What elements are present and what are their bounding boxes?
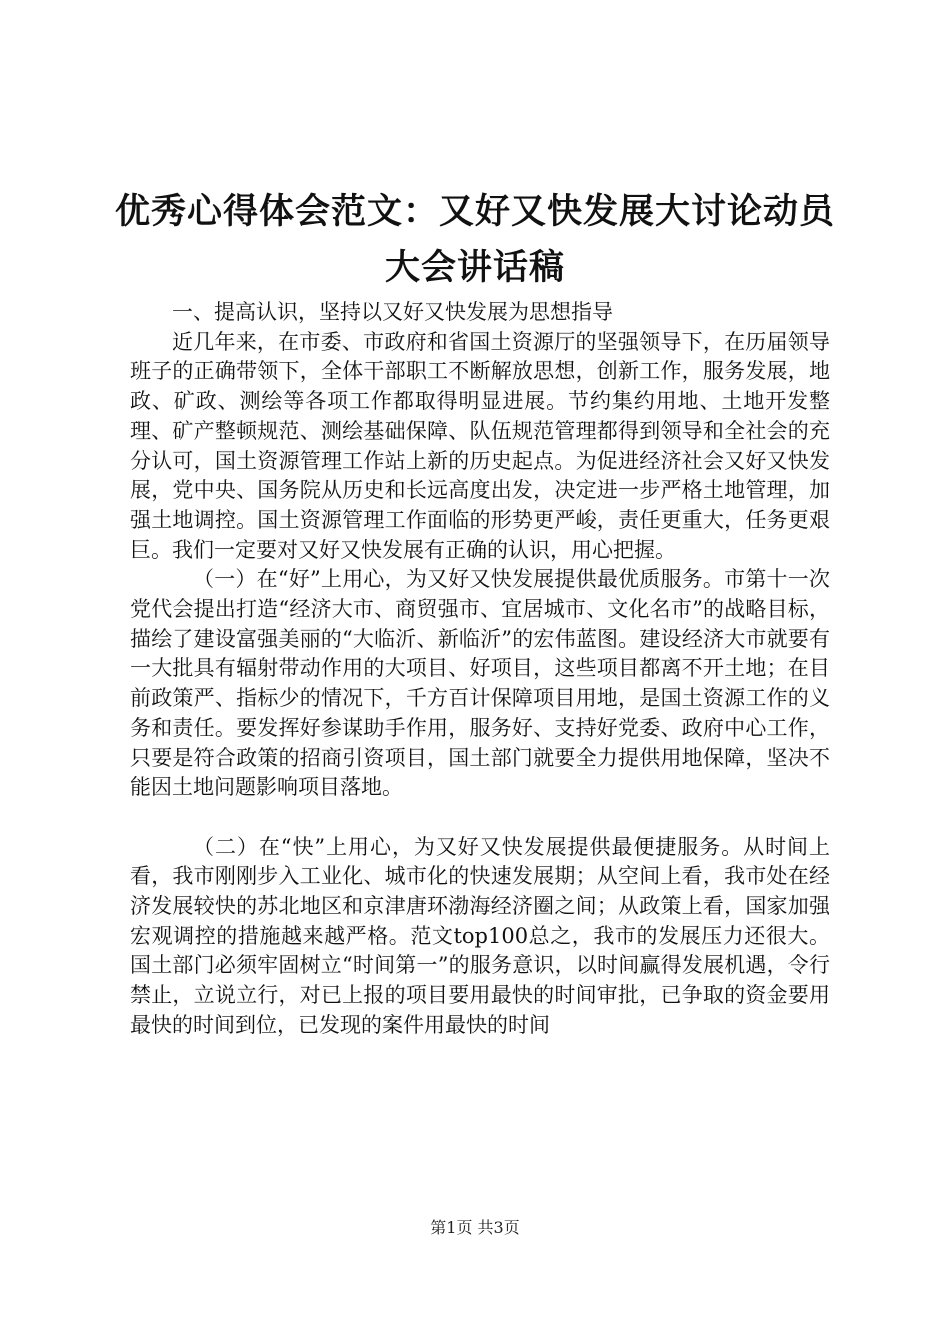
body-paragraph-2: （一）在“好”上用心，为又好又快发展提供最优质服务。市第十一次党代会提出打造“经济大市、商贸强市、宜居城市、文化名市”的战略目标，描绘了建设富强美丽的“大临沂、新临沂”的宏伟蓝图。建设经济大市就要有一大批具有辐射带动作用的大项目、好项目，这些项目都离不开土地；在目前政策严、指标少的情况下，千方百计保障项目用地，是国土资源工作的义务和责任。要发挥好参谋助手作用，服务好、支持好党委、政府中心工作，只要是符合政策的招商引资项目，国土部门就要全力提供用地保障，坚决不能因土地问题影响项目落地。 <box>130 567 830 800</box>
document-title-line-1: 优秀心得体会范文：又好又快发展大讨论动员 <box>114 192 835 232</box>
section-heading: 一、提高认识，坚持以又好又快发展为思想指导 <box>172 300 613 324</box>
page-footer: 第1页 共3页 <box>430 1218 520 1237</box>
paragraph-spacer <box>130 803 830 833</box>
document-body <box>130 298 830 1041</box>
body-paragraph-3: （二）在“快”上用心，为又好又快发展提供最便捷服务。从时间上看，我市刚刚步入工业化、城市化的快速发展期；从空间上看，我市处在经济发展较快的苏北地区和京津唐环渤海经济圈之间；从政策上看，国家加强宏观调控的措施越来越严格。范文top100总之，我市的发展压力还很大。国土部门必须牢固树立“时间第一”的服务意识，以时间赢得发展机遇，令行禁止，立说立行，对已上报的项目要用最快的时间审批，已争取的资金要用最快的时间到位，已发现的案件用最快的时间 <box>130 834 830 1037</box>
body-paragraph-1: 近几年来，在市委、市政府和省国土资源厅的坚强领导下，在历届领导班子的正确带领下，全体干部职工不断解放思想，创新工作，服务发展，地政、矿政、测绘等各项工作都取得明显进展。节约集约用地、土地开发整理、矿产整顿规范、测绘基础保障、队伍规范管理都得到领导和全社会的充分认可，国土资源管理工作站上新的历史起点。为促进经济社会又好又快发展，党中央、国务院从历史和长远高度出发，决定进一步严格土地管理，加强土地调控。国土资源管理工作面临的形势更严峻，责任更重大，任务更艰巨。我们一定要对又好又快发展有正确的认识，用心把握。 <box>130 329 830 562</box>
document-title-line-2: 大会讲话稿 <box>384 248 565 288</box>
